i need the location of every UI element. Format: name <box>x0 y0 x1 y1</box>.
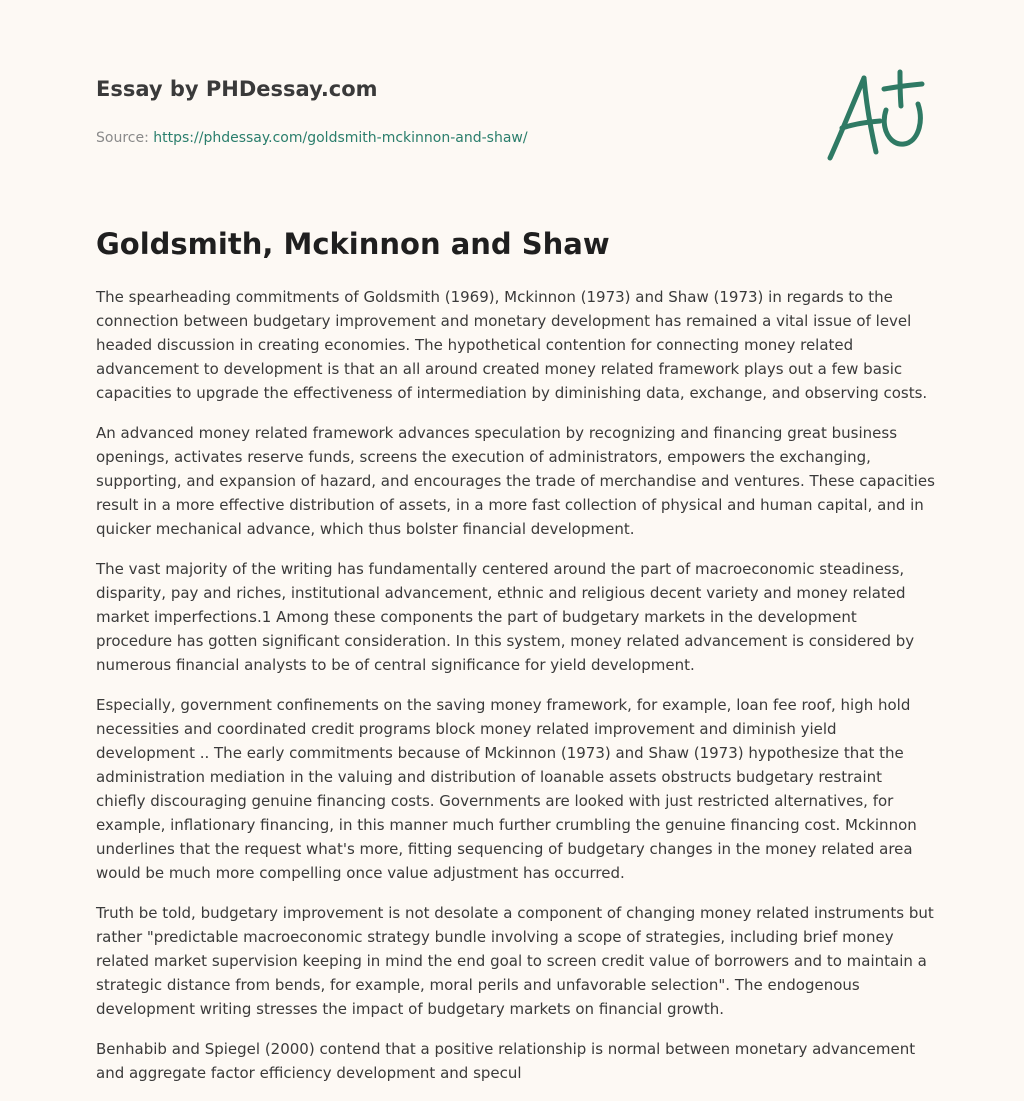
essay-body <box>96 285 936 1101</box>
essay-paragraph: The vast majority of the writing has fundamentally centered around the part of macroeconomic steadiness, disparity, pay and riches, institutional advancement, ethnic and religious decent variety and money related market imperfections.1 Among these components the part of budgetary markets in the development procedure has gotten significant consideration. In this system, money related advancement is considered by numerous financial analysts to be of central significance for yield development. <box>96 560 915 674</box>
a-plus-logo-icon <box>820 66 928 166</box>
site-title: Essay by PHDessay.com <box>96 77 378 101</box>
source-label: Source: <box>96 130 154 146</box>
essay-paragraph: Truth be told, budgetary improvement is not desolate a component of changing money related instruments but rather "predictable macroeconomic strategy bundle involving a scope of strategies, including brief money related market supervision keeping in mind the end goal to screen credit value of borrowers and to maintain a strategic distance from bends, for example, moral perils and unfavorable selection". The endogenous development writing stresses the impact of budgetary markets on financial growth. <box>96 904 934 1018</box>
source-line <box>96 129 796 147</box>
source-link[interactable]: https://phdessay.com/goldsmith-mckinnon-and-shaw/ <box>153 130 528 146</box>
essay-paragraph: An advanced money related framework advances speculation by recognizing and financing great business openings, activates reserve funds, screens the execution of administrators, empowers the exchanging, supporting, and expansion of hazard, and encourages the trade of merchandise and ventures. These capacities result in a more effective distribution of assets, in a more fast collection of physical and human capital, and in quicker mechanical advance, which thus bolster financial development. <box>96 424 935 538</box>
essay-paragraph: The spearheading commitments of Goldsmith (1969), Mckinnon (1973) and Shaw (1973) in regards to the connection between budgetary improvement and monetary development has remained a vital issue of level headed discussion in creating economies. The hypothetical contention for connecting money related advancement to development is that an all around created money related framework plays out a few basic capacities to upgrade the effectiveness of intermediation by diminishing data, exchange, and observing costs. <box>96 288 928 402</box>
essay-title: Goldsmith, Mckinnon and Shaw <box>96 227 610 261</box>
essay-paragraph: Benhabib and Spiegel (2000) contend that a positive relationship is normal between monetary advancement and aggregate factor efficiency development and specul <box>96 1040 916 1082</box>
essay-paragraph: Especially, government confinements on the saving money framework, for example, loan fee roof, high hold necessities and coordinated credit programs block money related improvement and diminish yield development .. The early commitments because of Mckinnon (1973) and Shaw (1973) hypothesize that the administration mediation in the valuing and distribution of loanable assets obstructs budgetary restraint chiefly discouraging genuine financing costs. Governments are looked with just restricted alternatives, for example, inflationary financing, in this manner much further crumbling the genuine financing cost. Mckinnon underlines that the request what's more, fitting sequencing of budgetary changes in the money related area would be much more compelling once value adjustment has occurred. <box>96 696 917 882</box>
essay-header <box>96 74 796 147</box>
